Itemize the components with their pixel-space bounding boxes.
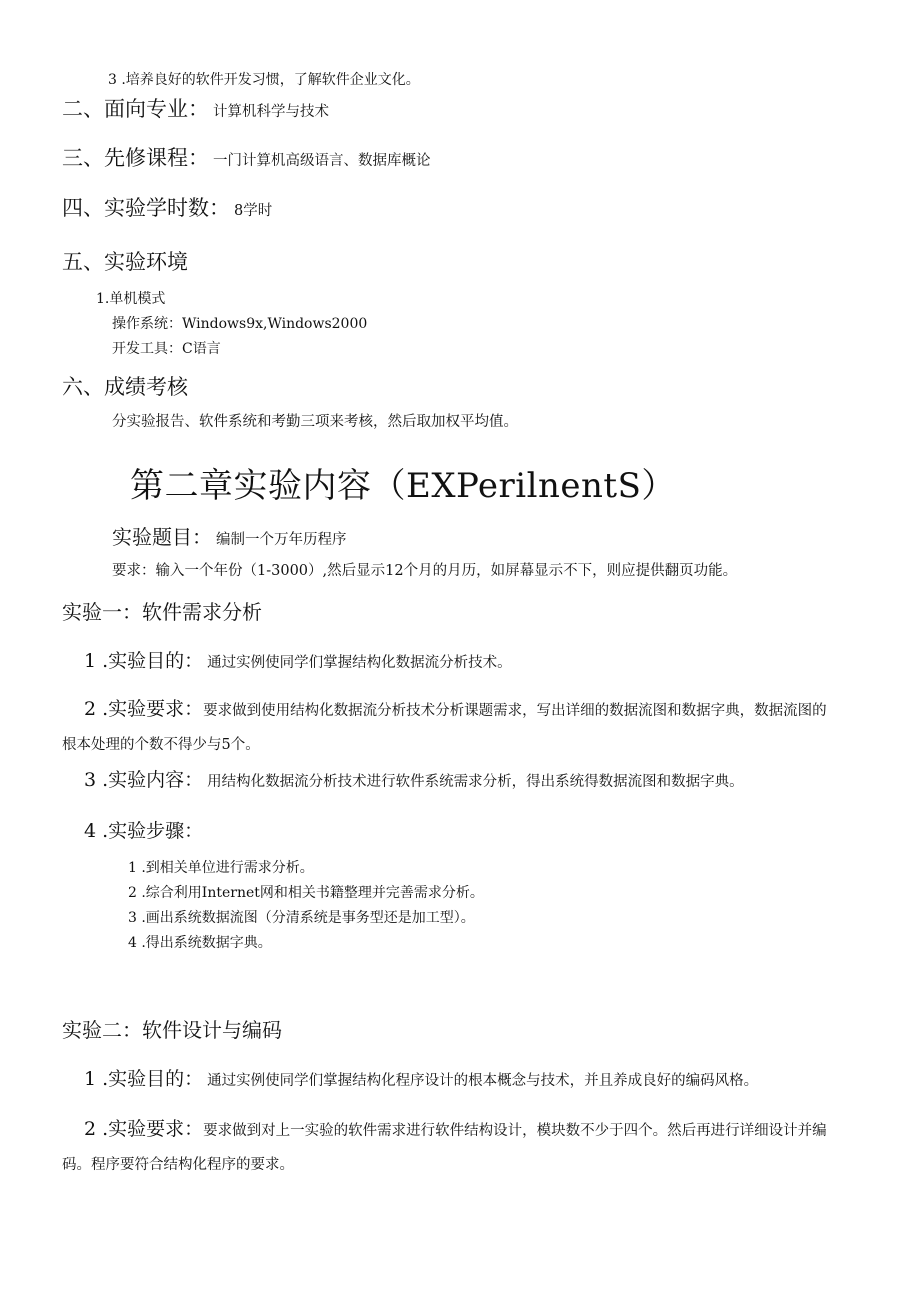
exp2-goal-label: 1 .实验目的： — [84, 1068, 204, 1090]
section-grading-label: 六、成绩考核 — [62, 375, 188, 399]
exp1-step-2: 2 .综合利用Internet网和相关书籍整理并完善需求分析。 — [128, 885, 484, 901]
exp2-requirement-label: 2 .实验要求： — [84, 1118, 204, 1140]
intro-line: 3 .培养良好的软件开发习惯，了解软件企业文化。 — [108, 72, 420, 88]
topic-value: 编制一个万年历程序 — [216, 532, 347, 548]
environment-os: 操作系统：Windows9x,Windows2000 — [112, 316, 368, 332]
environment-mode: 1.单机模式 — [96, 291, 166, 307]
exp1-requirement-label: 2 .实验要求： — [84, 698, 204, 720]
experiment-2-title: 实验二：软件设计与编码 — [62, 1018, 282, 1042]
exp1-step-1: 1 .到相关单位进行需求分析。 — [128, 860, 314, 876]
exp2-goal — [84, 1068, 758, 1091]
exp2-requirement — [62, 1112, 838, 1182]
topic — [112, 525, 347, 549]
section-major — [62, 97, 329, 122]
section-major-label: 二、面向专业： — [62, 97, 209, 121]
exp2-requirement-text: 要求做到对上一实验的软件需求进行软件结构设计，模块数不少于四个。然后再进行详细设计并编码。程序要符合结构化程序的要求。 — [62, 1123, 827, 1173]
exp1-goal — [84, 650, 512, 673]
exp1-steps-label: 4 .实验步骤： — [84, 820, 204, 842]
section-hours-label: 四、实验学时数： — [62, 196, 230, 220]
section-hours-value: 8学时 — [234, 203, 273, 219]
section-environment-label: 五、实验环境 — [62, 250, 188, 274]
section-hours — [62, 196, 272, 221]
chapter-title: 第二章实验内容（EXPerilnentS） — [130, 466, 676, 506]
environment-tool: 开发工具：C语言 — [112, 341, 221, 357]
exp1-step-3: 3 .画出系统数据流图（分清系统是事务型还是加工型）。 — [128, 910, 475, 926]
exp1-content — [84, 769, 744, 792]
exp2-goal-text: 通过实例使同学们掌握结构化程序设计的根本概念与技术，并且养成良好的编码风格。 — [207, 1073, 759, 1089]
section-major-value: 计算机科学与技术 — [213, 104, 329, 120]
exp1-step-4: 4 .得出系统数据字典。 — [128, 935, 272, 951]
exp1-requirement-text: 要求做到使用结构化数据流分析技术分析课题需求，写出详细的数据流图和数据字典，数据流图的根本处理的个数不得少与5个。 — [62, 703, 827, 753]
exp1-requirement — [62, 692, 838, 762]
requirement-text: 要求：输入一个年份（1-3000）,然后显示12个月的月历，如屏幕显示不下，则应提供翻页功能。 — [112, 563, 738, 579]
exp1-goal-text: 通过实例使同学们掌握结构化数据流分析技术。 — [207, 655, 512, 671]
section-prereq — [62, 146, 431, 171]
exp1-content-text: 用结构化数据流分析技术进行软件系统需求分析，得出系统得数据流图和数据字典。 — [207, 774, 744, 790]
topic-label: 实验题目： — [112, 525, 212, 549]
grading-body: 分实验报告、软件系统和考勤三项来考核，然后取加权平均值。 — [112, 414, 518, 430]
experiment-1-title: 实验一：软件需求分析 — [62, 600, 262, 624]
section-prereq-label: 三、先修课程： — [62, 146, 209, 170]
section-prereq-value: 一门计算机高级语言、数据库概论 — [213, 153, 431, 169]
exp1-goal-label: 1 .实验目的： — [84, 650, 204, 672]
exp1-content-label: 3 .实验内容： — [84, 769, 204, 791]
